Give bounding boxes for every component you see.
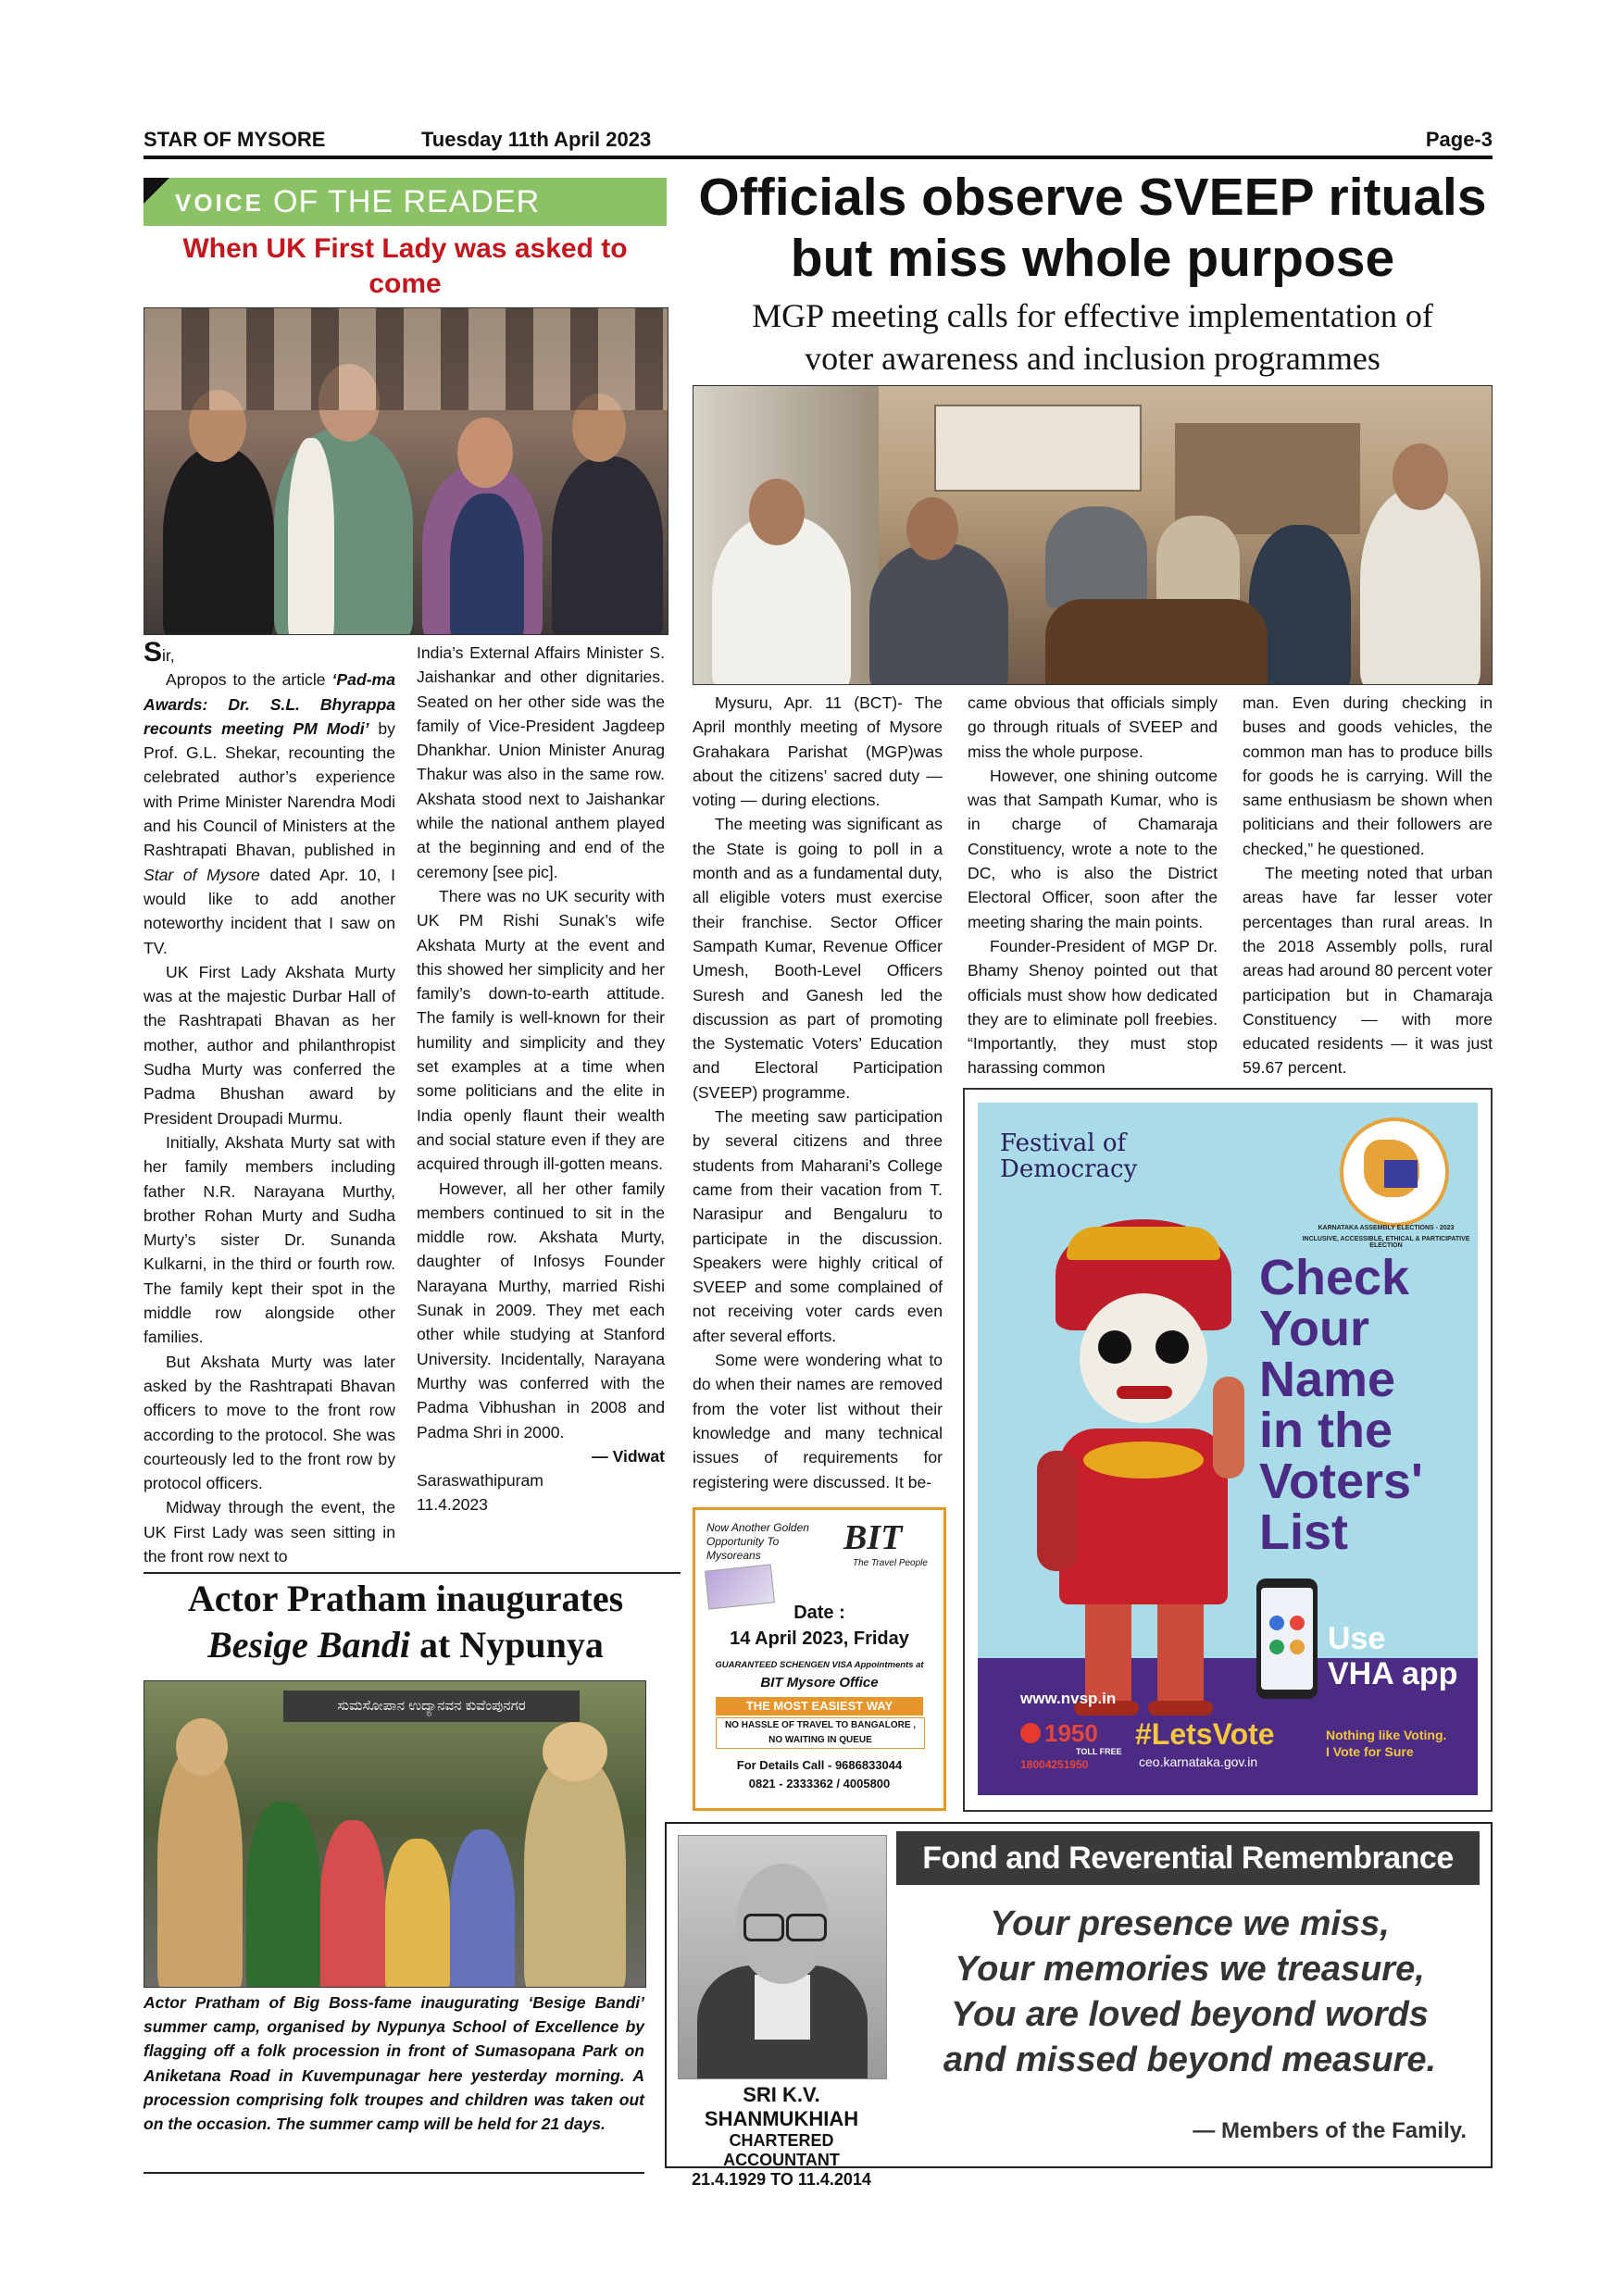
festival-label: [1000, 1130, 1137, 1182]
bit-intro: [706, 1521, 809, 1563]
lead-column-1: [693, 691, 943, 1494]
bit-guarantee: GUARANTEED SCHENGEN VISA Appointments at: [715, 1660, 924, 1670]
remembrance-from: — Members of the Family.: [1193, 2118, 1467, 2143]
festival-line1: Festival of: [1000, 1129, 1127, 1157]
page-number: Page-3: [1425, 128, 1493, 151]
lead-paragraph: man. Even during checking in buses and goods vehicles, the common man has to produce bills for goods he is carrying. Will the same enthusiasm be shown when politicians and their followers are checked,” he questioned.: [1243, 693, 1493, 858]
check-line: Your: [1259, 1301, 1369, 1356]
voice-tag-bold: VOICE: [175, 189, 264, 217]
letter-signoff: — Vidwat: [592, 1446, 665, 1466]
letter-date: 11.4.2023: [417, 1495, 488, 1515]
check-line: List: [1259, 1504, 1349, 1560]
election-seal-text: KARNATAKA ASSEMBLY ELECTIONS - 2023: [1318, 1225, 1455, 1231]
lead-paragraph: The meeting saw participation by several citizens and three students from Maharani’s College came from their vacation from T. Narasipur and Bengaluru to participate in the discussion. Speakers were highly critical of SVEEP and some complained of not receiving voter cards even after several efforts.: [693, 1107, 943, 1345]
tagline-line1: Nothing like Voting.: [1326, 1728, 1447, 1742]
reader-paragraph: Initially, Akshata Murty sat with her family members including father N.R. Narayana Murthy, brother Rohan Murty and Sudha Murty’s sister Dr. Sunanda Kulkarni, in the third or fourth row. The family kept their spot in the middle row alongside other families.: [144, 1132, 395, 1347]
check-line: Name: [1259, 1352, 1396, 1407]
mascot-figure: [1028, 1219, 1259, 1719]
reader-paragraph: Midway through the event, the UK First Lady was seen sitting in the front row next to: [144, 1498, 395, 1566]
bit-contact: For Details Call - 9686833044: [736, 1758, 903, 1772]
remembrance-box: [665, 1822, 1493, 2189]
helpline-number: 1950: [1044, 1719, 1098, 1747]
pratham-headline: [144, 1576, 668, 1668]
caption-rule: [144, 2172, 644, 2174]
procession-caption: Actor Pratham of Big Boss-fame inaugurating ‘Besige Bandi’ summer camp, organised by Nypunya School of Excellence by flagging off a folk procession in front of Sumasopana Park on Aniketana Road in Kuvempunagar here yesterday morning. A procession comprising folk troupes and children was taken out on the occasion. The summer camp will be held for 21 days.: [144, 1993, 644, 2134]
masthead-rule: [144, 156, 1493, 159]
lead-paragraph: Founder-President of MGP Dr. Bhamy Shenoy pointed out that officials must show how dedicated they are to eliminate poll freebies. “Importantly, they must stop harassing common: [968, 936, 1218, 1078]
nvsp-site: www.nvsp.in: [1020, 1690, 1117, 1707]
election-seal-icon: [1340, 1117, 1449, 1227]
lead-column-2: [968, 691, 1218, 1080]
pratham-headline-rest: at Nypunya: [418, 1624, 604, 1666]
lead-deck-line1: MGP meeting calls for effective implementation of: [752, 297, 1433, 334]
check-line: in the: [1259, 1403, 1393, 1458]
lead-column-3: [1243, 691, 1493, 1080]
bit-date: 14 April 2023, Friday: [730, 1628, 909, 1649]
verse-line: Your presence we miss,: [990, 1904, 1390, 1943]
rashtrapati-bhavan-photo: [144, 307, 668, 635]
bit-hassle-line1: NO HASSLE OF TRAVEL TO BANGALORE ,: [724, 1720, 917, 1730]
corner-mark: [144, 178, 169, 204]
remembrance-title: Fond and Reverential Remembrance: [896, 1831, 1480, 1885]
remembrance-verse: [898, 1902, 1481, 2083]
voice-tag-rest: OF THE READER: [273, 184, 541, 219]
voice-tag: [144, 178, 667, 226]
reader-column-2: [417, 641, 665, 1517]
section-rule: [144, 1572, 681, 1574]
bit-office: BIT Mysore Office: [760, 1675, 879, 1691]
bit-hassle-line2: NO WAITING IN QUEUE: [768, 1735, 872, 1745]
reader-paragraph: There was no UK security with UK PM Rishi Sunak’s wife Akshata Murty at the event and this showed her simplicity and her family’s down-to-earth attitude. The family is well-known for their humility and simplicity and they set examples at a time when some politicians and the elite in India openly flaunt their wealth and social stature even if they are acquired through ill-gotten means.: [417, 886, 665, 1174]
mgp-meeting-photo: [693, 385, 1493, 685]
verse-line: You are loved beyond words: [951, 1995, 1429, 2034]
lead-deck-line2: voter awareness and inclusion programmes: [805, 340, 1380, 377]
reader-paragraph: India’s External Affairs Minister S. Jaishankar and other dignitaries. Seated on her other side was the family of Vice-President Jagdeep Dhankhar. Union Minister Anurag Thakur was also in the same row. Akshata stood next to Jaishankar while the national anthem played at the beginning and end of the ceremony [see pic].: [417, 643, 665, 881]
voter-tagline: [1326, 1727, 1446, 1760]
festival-line2: Democracy: [1000, 1155, 1138, 1183]
bit-phones: 0821 - 2333362 / 4005800: [748, 1777, 891, 1791]
salutation: Sir,: [144, 637, 175, 668]
bit-logo: BIT: [843, 1518, 903, 1557]
lead-paragraph: Mysuru, Apr. 11 (BCT)- The April monthly meeting of Mysore Grahakara Parishat (MGP)was about the citizens’ sacred duty — voting — during elections.: [693, 693, 943, 810]
lead-headline: [685, 167, 1500, 289]
check-name-message: [1259, 1250, 1423, 1560]
bit-hassle: [716, 1717, 925, 1749]
toll-free-label: TOLL FREE: [1076, 1747, 1122, 1756]
paper-name: STAR OF MYSORE: [144, 128, 326, 151]
deceased-details: [678, 2083, 885, 2190]
lead-headline-line2: but miss whole purpose: [790, 229, 1395, 288]
bit-easiest: THE MOST EASIEST WAY: [716, 1697, 923, 1716]
reader-paragraph: But Akshata Murty was later asked by the Rashtrapati Bhavan officers to move to the front row according to the protocol. She was courteously led to the front row by protocol officers.: [144, 1352, 395, 1493]
pratham-headline-italic: Besige Bandi: [207, 1624, 410, 1666]
deceased-profession: CHARTERED ACCOUNTANT: [723, 2131, 840, 2169]
lead-paragraph: The meeting noted that urban areas have far lesser voter percentages than rural areas. In the 2018 Assembly polls, rural areas had around 80 percent voter participation but in Chamaraja Constituency — with more educated residents — it was just 59.67 percent.: [1243, 864, 1493, 1078]
vha-app-message: [1328, 1621, 1457, 1691]
park-board: ಸುಮಸೋಪಾನ ಉದ್ಯಾನವನ ಕುವೆಂಪುನಗರ: [283, 1691, 580, 1722]
toll-free-number: 18004251950: [1020, 1758, 1089, 1771]
election-seal-sub: INCLUSIVE, ACCESSIBLE, ETHICAL & PARTICIPATIVE ELECTION: [1302, 1236, 1470, 1249]
lead-deck: [685, 294, 1500, 380]
voter-advertisement: [963, 1088, 1493, 1812]
lead-paragraph: However, one shining outcome was that Sampath Kumar, who is in charge of Chamaraja Constituency, wrote a note to the DC, who is also the District Electoral Officer, soon after the meeting sharing the main points.: [968, 766, 1218, 931]
reader-headline-line1: When UK First Lady was asked to come: [182, 233, 628, 299]
verse-line: and missed beyond measure.: [943, 2040, 1437, 2079]
lead-paragraph: The meeting was significant as the State is going to poll in a month and as a fundamental duty, all eligible voters must exercise their franchise. Sector Officer Sampath Kumar, Revenue Officer Umesh, Booth-Level Officers Suresh and Ganesh led the discussion as part of promoting the Systematic Voters’ Education and Electoral Participation (SVEEP) programme.: [693, 815, 943, 1102]
letsvote-hashtag: #LetsVote: [1135, 1717, 1275, 1751]
bit-intro-line3: Mysoreans: [706, 1549, 761, 1562]
reader-paragraph: UK First Lady Akshata Murty was at the majestic Durbar Hall of the Rashtrapati Bhavan as her mother, author and philanthropist Sudha Murty was conferred the Padma Bhushan award by President Droupadi Murmu.: [144, 962, 395, 1128]
phone-icon: [1256, 1578, 1318, 1699]
helpline-block: [1020, 1719, 1122, 1777]
lead-headline-line1: Officials observe SVEEP rituals: [698, 168, 1487, 227]
bit-advertisement: [693, 1507, 946, 1811]
portrait-photo: [678, 1835, 887, 2079]
reader-column-1: [144, 637, 395, 1568]
ceo-site: ceo.karnataka.gov.in: [1139, 1754, 1258, 1769]
reader-paragraph: However, all her other family members continued to sit in the middle row. Akshata Murty, daughter of Infosys Founder Narayana Murthy, married Rishi Sunak in 2009. They met each other while studying at Stanford University. Incidentally, Narayana Murthy was conferred with the Padma Vibhushan in 2008 and Padma Shri in 2000.: [417, 1179, 665, 1441]
letter-place: Saraswathipuram: [417, 1471, 543, 1491]
use-line1: Use: [1328, 1621, 1386, 1656]
bit-logo-sub: The Travel People: [853, 1558, 928, 1568]
deceased-name: SRI K.V. SHANMUKHIAH: [704, 2083, 859, 2130]
bit-intro-line1: Now Another Golden: [706, 1521, 809, 1534]
issue-date: Tuesday 11th April 2023: [421, 128, 652, 151]
lead-paragraph: came obvious that officials simply go through rituals of SVEEP and miss the whole purpose.: [968, 693, 1218, 761]
verse-line: Your memories we treasure,: [955, 1950, 1425, 1989]
pratham-headline-line1: Actor Pratham inaugurates: [187, 1578, 624, 1619]
bit-intro-line2: Opportunity To: [706, 1535, 780, 1548]
procession-photo: [144, 1680, 646, 1988]
lead-paragraph: Some were wondering what to do when their names are removed from the voter list without their knowledge and many technical issues of requirements for registering were discussed. It be-: [693, 1351, 943, 1491]
bit-date-label: Date :: [793, 1603, 845, 1623]
reader-paragraph: Apropos to the article ‘Pad-ma Awards: Dr. S.L. Bhyrappa recounts meeting PM Modi’ by Prof. G.L. Shekar, recounting the celebrated author’s experience with Prime Minister Narendra Modi and his Council of Ministers at the Rashtrapati Bhavan, published in Star of Mysore dated Apr. 10, I would like to add another noteworthy incident that I saw on TV.: [144, 670, 395, 957]
check-line: Check: [1259, 1250, 1410, 1305]
telephone-icon: [1020, 1723, 1041, 1743]
check-line: Voters': [1259, 1454, 1423, 1509]
use-line2: VHA app: [1328, 1656, 1458, 1691]
tagline-line2: I Vote for Sure: [1326, 1744, 1414, 1759]
deceased-dates: 21.4.1929 TO 11.4.2014: [692, 2170, 871, 2189]
